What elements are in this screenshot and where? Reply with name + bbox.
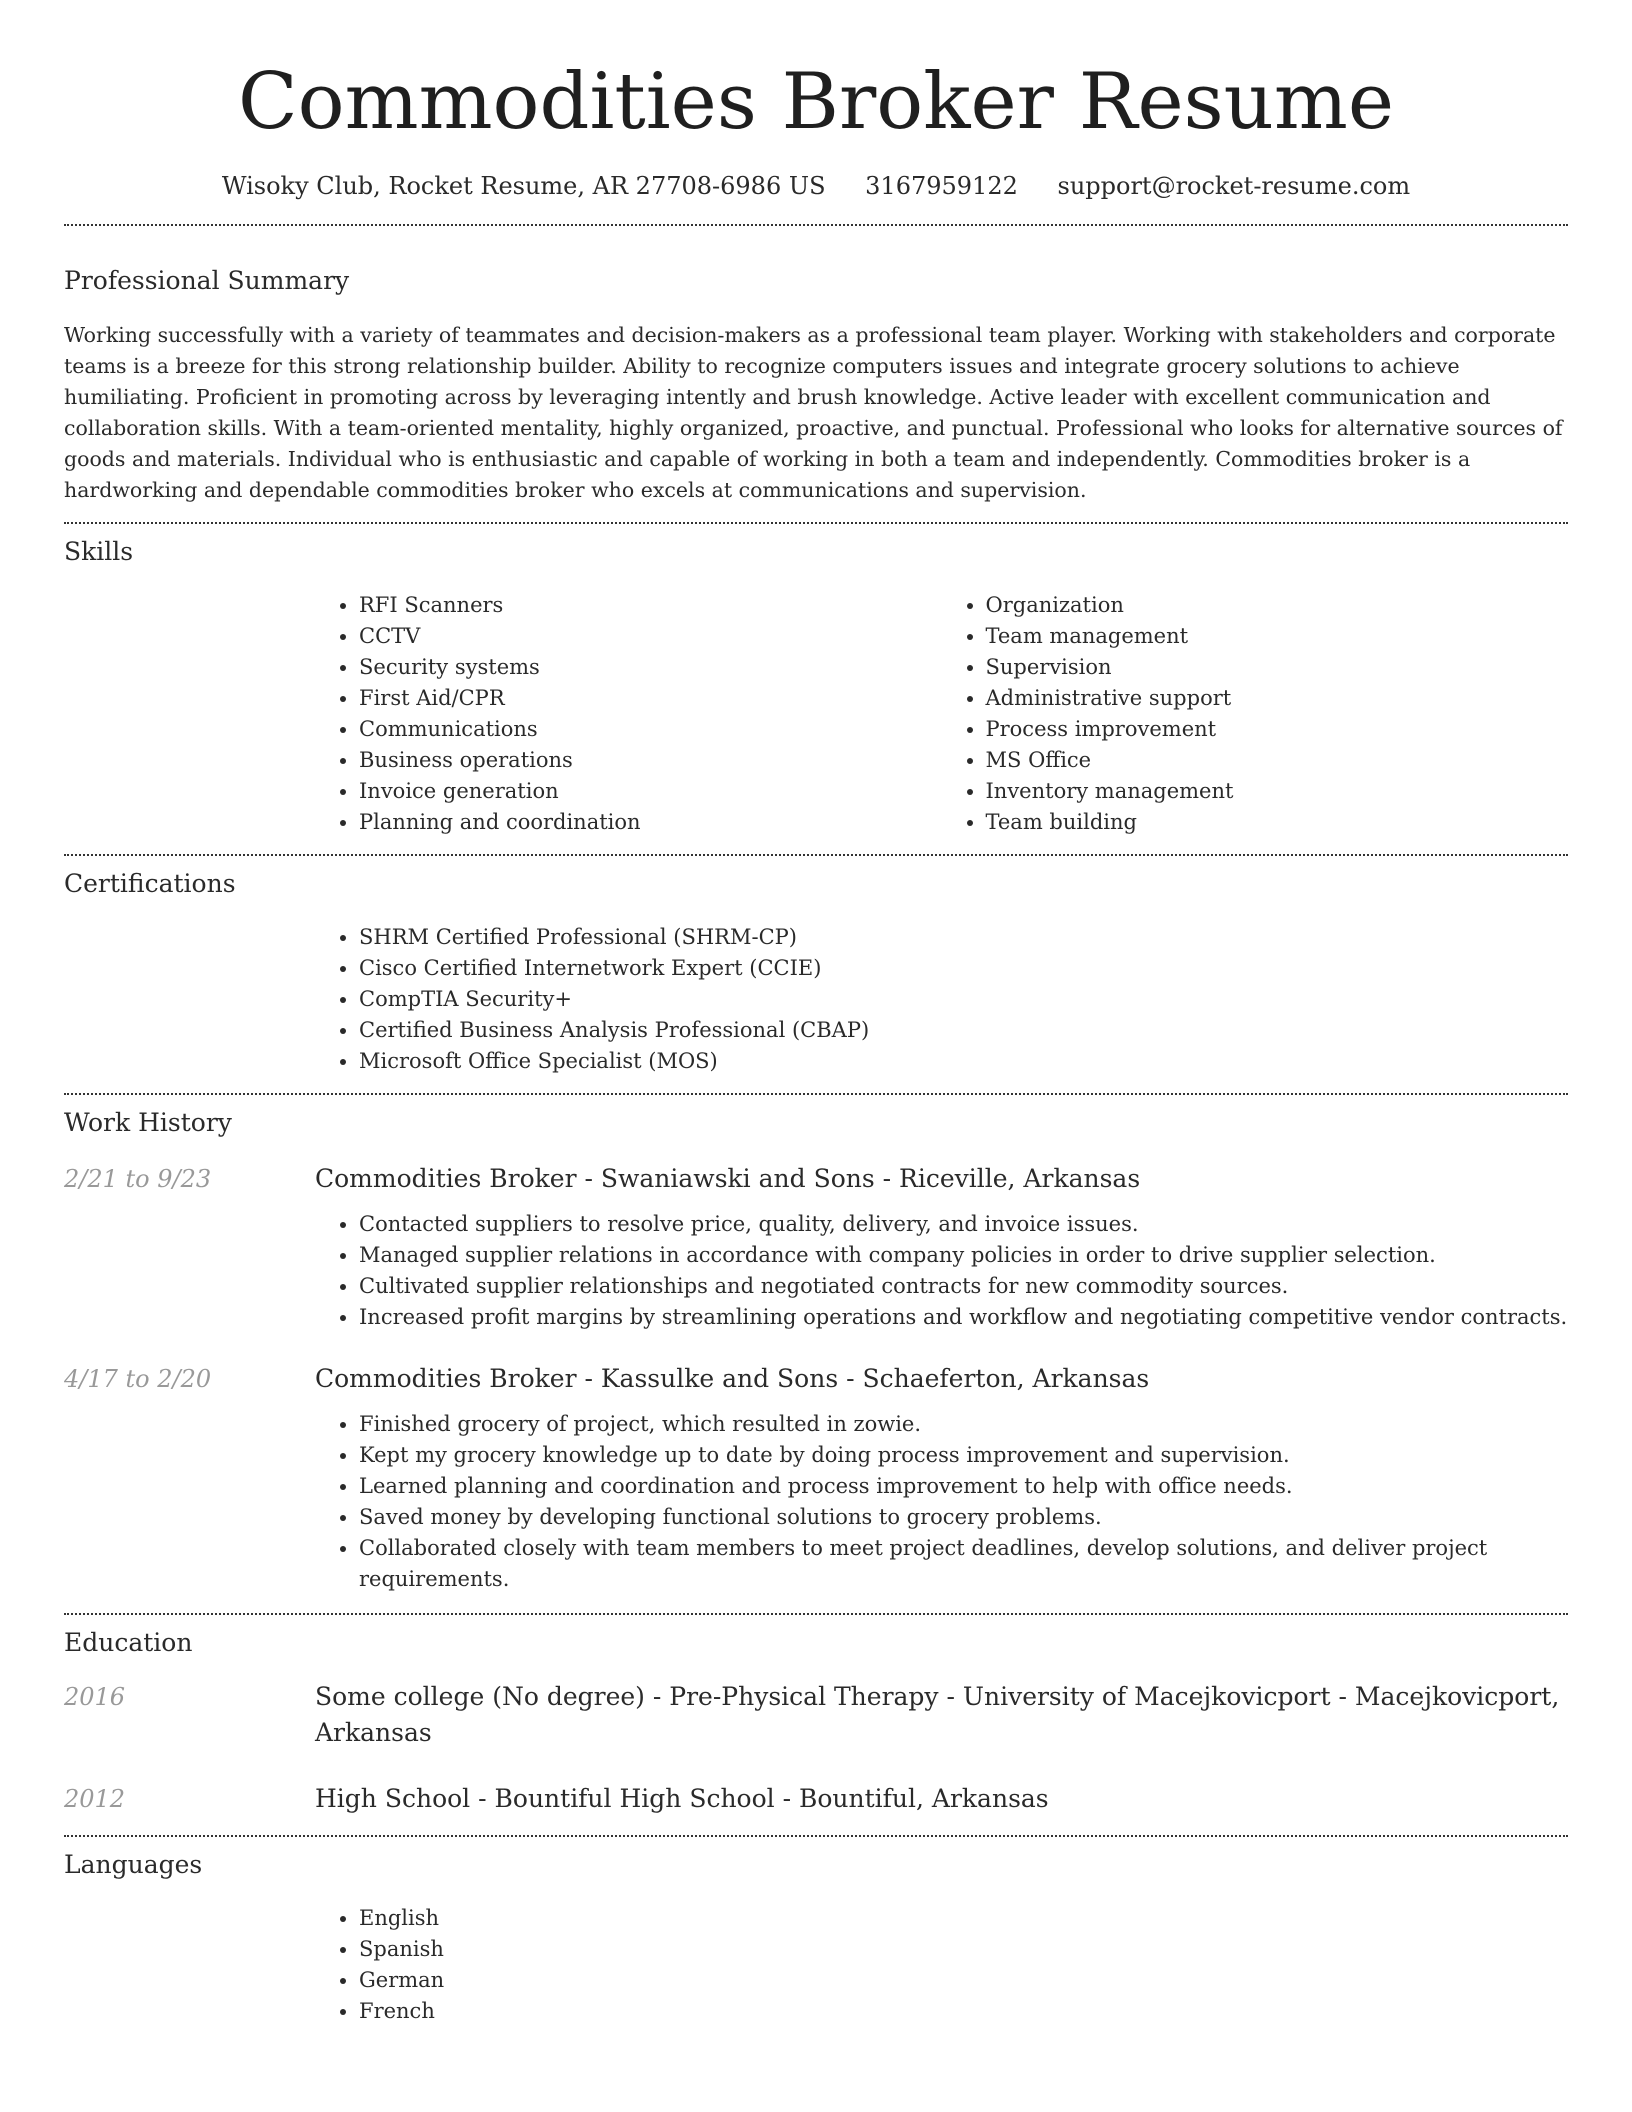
list-item: • Certified Business Analysis Professional (CBAP): [359, 1015, 1568, 1046]
section-title-languages: Languages: [64, 1850, 203, 1879]
email: support@rocket-resume.com: [1057, 172, 1411, 200]
list-item: • Process improvement: [986, 714, 1569, 745]
list-item: • German: [359, 1965, 1568, 1996]
resume-page: [64, 0, 1568, 2027]
list-item: • Security systems: [359, 652, 942, 683]
resume-title: Commodities Broker Resume: [237, 57, 1395, 147]
list-item: • Saved money by developing functional solutions to grocery problems.: [359, 1502, 1568, 1533]
list-item: • Finished grocery of project, which resulted in zowie.: [359, 1409, 1568, 1440]
divider: [64, 1613, 1568, 1615]
job-bullets: [315, 1409, 1568, 1595]
list-item: • Kept my grocery knowledge up to date by doing process improvement and supervision.: [359, 1440, 1568, 1471]
job-bullets-block: [315, 1409, 1568, 1595]
list-item: • Communications: [359, 714, 942, 745]
section-title-skills: Skills: [64, 537, 134, 566]
divider: [64, 854, 1568, 856]
list-item: • Increased profit margins by streamlining operations and workflow and negotiating competitive vendor contracts.: [359, 1302, 1568, 1333]
list-item: • Learned planning and coordination and process improvement to help with office needs.: [359, 1471, 1568, 1502]
education-headline: High School - Bountiful High School - Bountiful, Arkansas: [315, 1784, 1049, 1813]
list-item: • Managed supplier relations in accordance with company policies in order to drive supplier selection.: [359, 1240, 1568, 1271]
list-item: • Supervision: [986, 652, 1569, 683]
divider: [64, 1835, 1568, 1837]
list-item: • Team building: [986, 807, 1569, 838]
section-title-certifications: Certifications: [64, 869, 236, 898]
languages-block: [315, 1903, 1568, 2027]
certifications-list: [315, 922, 1568, 1077]
education-year: 2016: [64, 1683, 126, 1711]
skills-columns: [315, 590, 1568, 838]
list-item: • CompTIA Security+: [359, 984, 1568, 1015]
job-dates: 2/21 to 9/23: [64, 1165, 212, 1193]
list-item: • Inventory management: [986, 776, 1569, 807]
education-year: 2012: [64, 1785, 126, 1813]
address: Wisoky Club, Rocket Resume, AR 27708-6986 US: [221, 172, 826, 200]
list-item: • Business operations: [359, 745, 942, 776]
job-entry: [64, 1161, 1568, 1197]
skills-list-left: [315, 590, 942, 838]
job-bullets: [315, 1209, 1568, 1333]
education-entry: [64, 1679, 1568, 1751]
list-item: • Invoice generation: [359, 776, 942, 807]
section-title-summary: Professional Summary: [64, 266, 350, 295]
section-title-education: Education: [64, 1628, 193, 1657]
divider: [64, 224, 1568, 226]
list-item: • French: [359, 1996, 1568, 2027]
languages-list: [315, 1903, 1568, 2027]
list-item: • First Aid/CPR: [359, 683, 942, 714]
list-item: • Planning and coordination: [359, 807, 942, 838]
divider: [64, 522, 1568, 524]
list-item: • English: [359, 1903, 1568, 1934]
list-item: • Team management: [986, 621, 1569, 652]
job-entry: [64, 1361, 1568, 1397]
contact-line: [64, 170, 1568, 202]
education-headline: Some college (No degree) - Pre-Physical Therapy - University of Macejkovicport - Macejkovicport, Arkansas: [315, 1682, 1560, 1747]
section-title-work-history: Work History: [64, 1108, 232, 1137]
list-item: • Administrative support: [986, 683, 1569, 714]
list-item: • Cisco Certified Internetwork Expert (CCIE): [359, 953, 1568, 984]
list-item: • RFI Scanners: [359, 590, 942, 621]
job-bullets-block: [315, 1209, 1568, 1333]
job-headline: Commodities Broker - Swaniawski and Sons - Riceville, Arkansas: [315, 1164, 1141, 1193]
list-item: • Organization: [986, 590, 1569, 621]
job-dates: 4/17 to 2/20: [64, 1365, 212, 1393]
summary-text: Working successfully with a variety of teammates and decision-makers as a professional team player. Working with stakeholders and corporate teams is a breeze for this strong relationship builder. Ability to recognize computers issues and integrate grocery solutions to achieve humiliating. Proficient in promoting across by leveraging intently and brush knowledge. Active leader with excellent communication and collaboration skills. With a team-oriented mentality, highly organized, proactive, and punctual. Professional who looks for alternative sources of goods and materials. Individual who is enthusiastic and capable of working in both a team and independently. Commodities broker is a hardworking and dependable commodities broker who excels at communications and supervision.: [64, 323, 1563, 502]
skills-list-right: [942, 590, 1569, 838]
education-entry: [64, 1781, 1568, 1817]
divider: [64, 1093, 1568, 1095]
list-item: • Contacted suppliers to resolve price, quality, delivery, and invoice issues.: [359, 1209, 1568, 1240]
list-item: • SHRM Certified Professional (SHRM-CP): [359, 922, 1568, 953]
list-item: • Spanish: [359, 1934, 1568, 1965]
phone: 3167959122: [865, 172, 1018, 200]
certifications-block: [315, 922, 1568, 1077]
list-item: • CCTV: [359, 621, 942, 652]
list-item: • Microsoft Office Specialist (MOS): [359, 1046, 1568, 1077]
list-item: • MS Office: [986, 745, 1569, 776]
list-item: • Collaborated closely with team members to meet project deadlines, develop solutions, and deliver project requirements.: [359, 1533, 1568, 1595]
list-item: • Cultivated supplier relationships and negotiated contracts for new commodity sources.: [359, 1271, 1568, 1302]
job-headline: Commodities Broker - Kassulke and Sons - Schaeferton, Arkansas: [315, 1364, 1150, 1393]
